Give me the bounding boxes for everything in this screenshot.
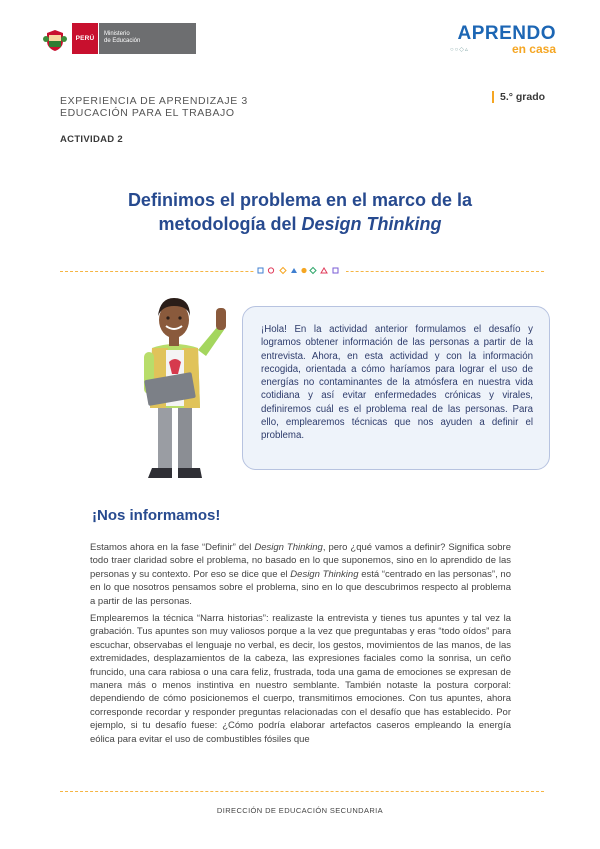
footer-text: DIRECCIÓN DE EDUCACIÓN SECUNDARIA [216, 806, 384, 815]
paragraph-2: Emplearemos la técnica “Narra historias”: realizaste la entrevista y tienes tus apuntes y tal vez la grabación. Tus apuntes son muy valiosos porque a la vez que preguntabas y eras “todo oídos” para escuchar, observabas el lenguaje no verbal, es decir, los gestos, movimientos de las manos, de las extremidades, desplazamientos de la cabeza, las expresiones faciales como la sonrisa, un ceño fruncido, una cara rabiosa o una cara feliz, frustrada, toda una gama de emociones se expresan de manera más o menos instintiva en nuestro semblante. También notaste la postura corporal: dependiendo de cómo posicionemos el cuerpo, transmitimos emociones. Con tus apuntes, ahora corresponde recordar y responder preguntas relacionadas con el desafío que has establecido. Por ejemplo, si tu desafío fuese: ¿Cómo podría elaborar artefactos caseros empleando la energía eólica para evitar el uso de combustibles fósiles que [90, 613, 511, 745]
bubble-text: ¡Hola! En la actividad anterior formulamos el desafío y logramos obtener información de las personas a partir de la entrevista. Ahora, en esta actividad y con la información recogida, orientada a cómo haríamos para lograr el uso de energías no contaminantes de la atmósfera en nuestra vida cotidiana y así evitar enfermedades crónicas y virales, definiremos cuál es el problema real de las personas. Para ello, emplearemos técnicas que nos ayuden a definir el problema. [261, 324, 533, 442]
decorative-shapes-icon [254, 266, 346, 276]
bottom-divider [60, 791, 544, 792]
ministry-logo [72, 23, 196, 54]
paragraph-1-italic-a: Design Thinking [254, 542, 323, 553]
title-line1: Definimos el problema en el marco de la [127, 190, 473, 210]
title-line2-italic: Design Thinking [301, 214, 442, 234]
page-title [80, 188, 520, 236]
peru-label: PERÚ [72, 23, 98, 54]
activity-label: ACTIVIDAD 2 [60, 134, 123, 145]
ministry-line1: Ministerio [104, 31, 130, 37]
title-line2-prefix: metodología del [158, 214, 302, 234]
experience-title: EXPERIENCIA DE APRENDIZAJE 3 [60, 95, 248, 107]
area-title: EDUCACIÓN PARA EL TRABAJO [60, 107, 235, 119]
grade-label: 5.° grado [492, 91, 545, 103]
body-text [90, 541, 511, 750]
student-character-illustration [138, 290, 242, 486]
brand-line1: APRENDO [457, 23, 556, 44]
section-title: ¡Nos informamos! [92, 507, 221, 524]
coat-of-arms-icon [42, 27, 68, 53]
ministry-line2: de Educación [104, 38, 141, 44]
brand-dots-icon: ○○◇▵ [450, 47, 469, 53]
paragraph-1-part-e: está “centrado en las personas”, no en lo que nosotros pensamos sobre el problema, sino en lo que descubrimos respecto al problema a partir de las personas. [90, 568, 511, 607]
experience-header [60, 95, 248, 119]
speech-bubble [242, 306, 550, 470]
paragraph-1 [90, 541, 511, 608]
paragraph-1-part-a: Estamos ahora en la fase “Definir” del [90, 542, 255, 553]
paragraph-1-part-c: , pero ¿qué vamos a definir? Significa sobre todo traer claridad sobre el problema, no basado en lo que suponemos, sino en lo aprendido de las personas y su contexto. Por eso se dice que el [90, 542, 511, 580]
paragraph-1-italic-b: Design Thinking [290, 568, 359, 580]
brand-line2: en casa [511, 42, 556, 56]
aprendo-en-casa-logo [446, 24, 556, 56]
